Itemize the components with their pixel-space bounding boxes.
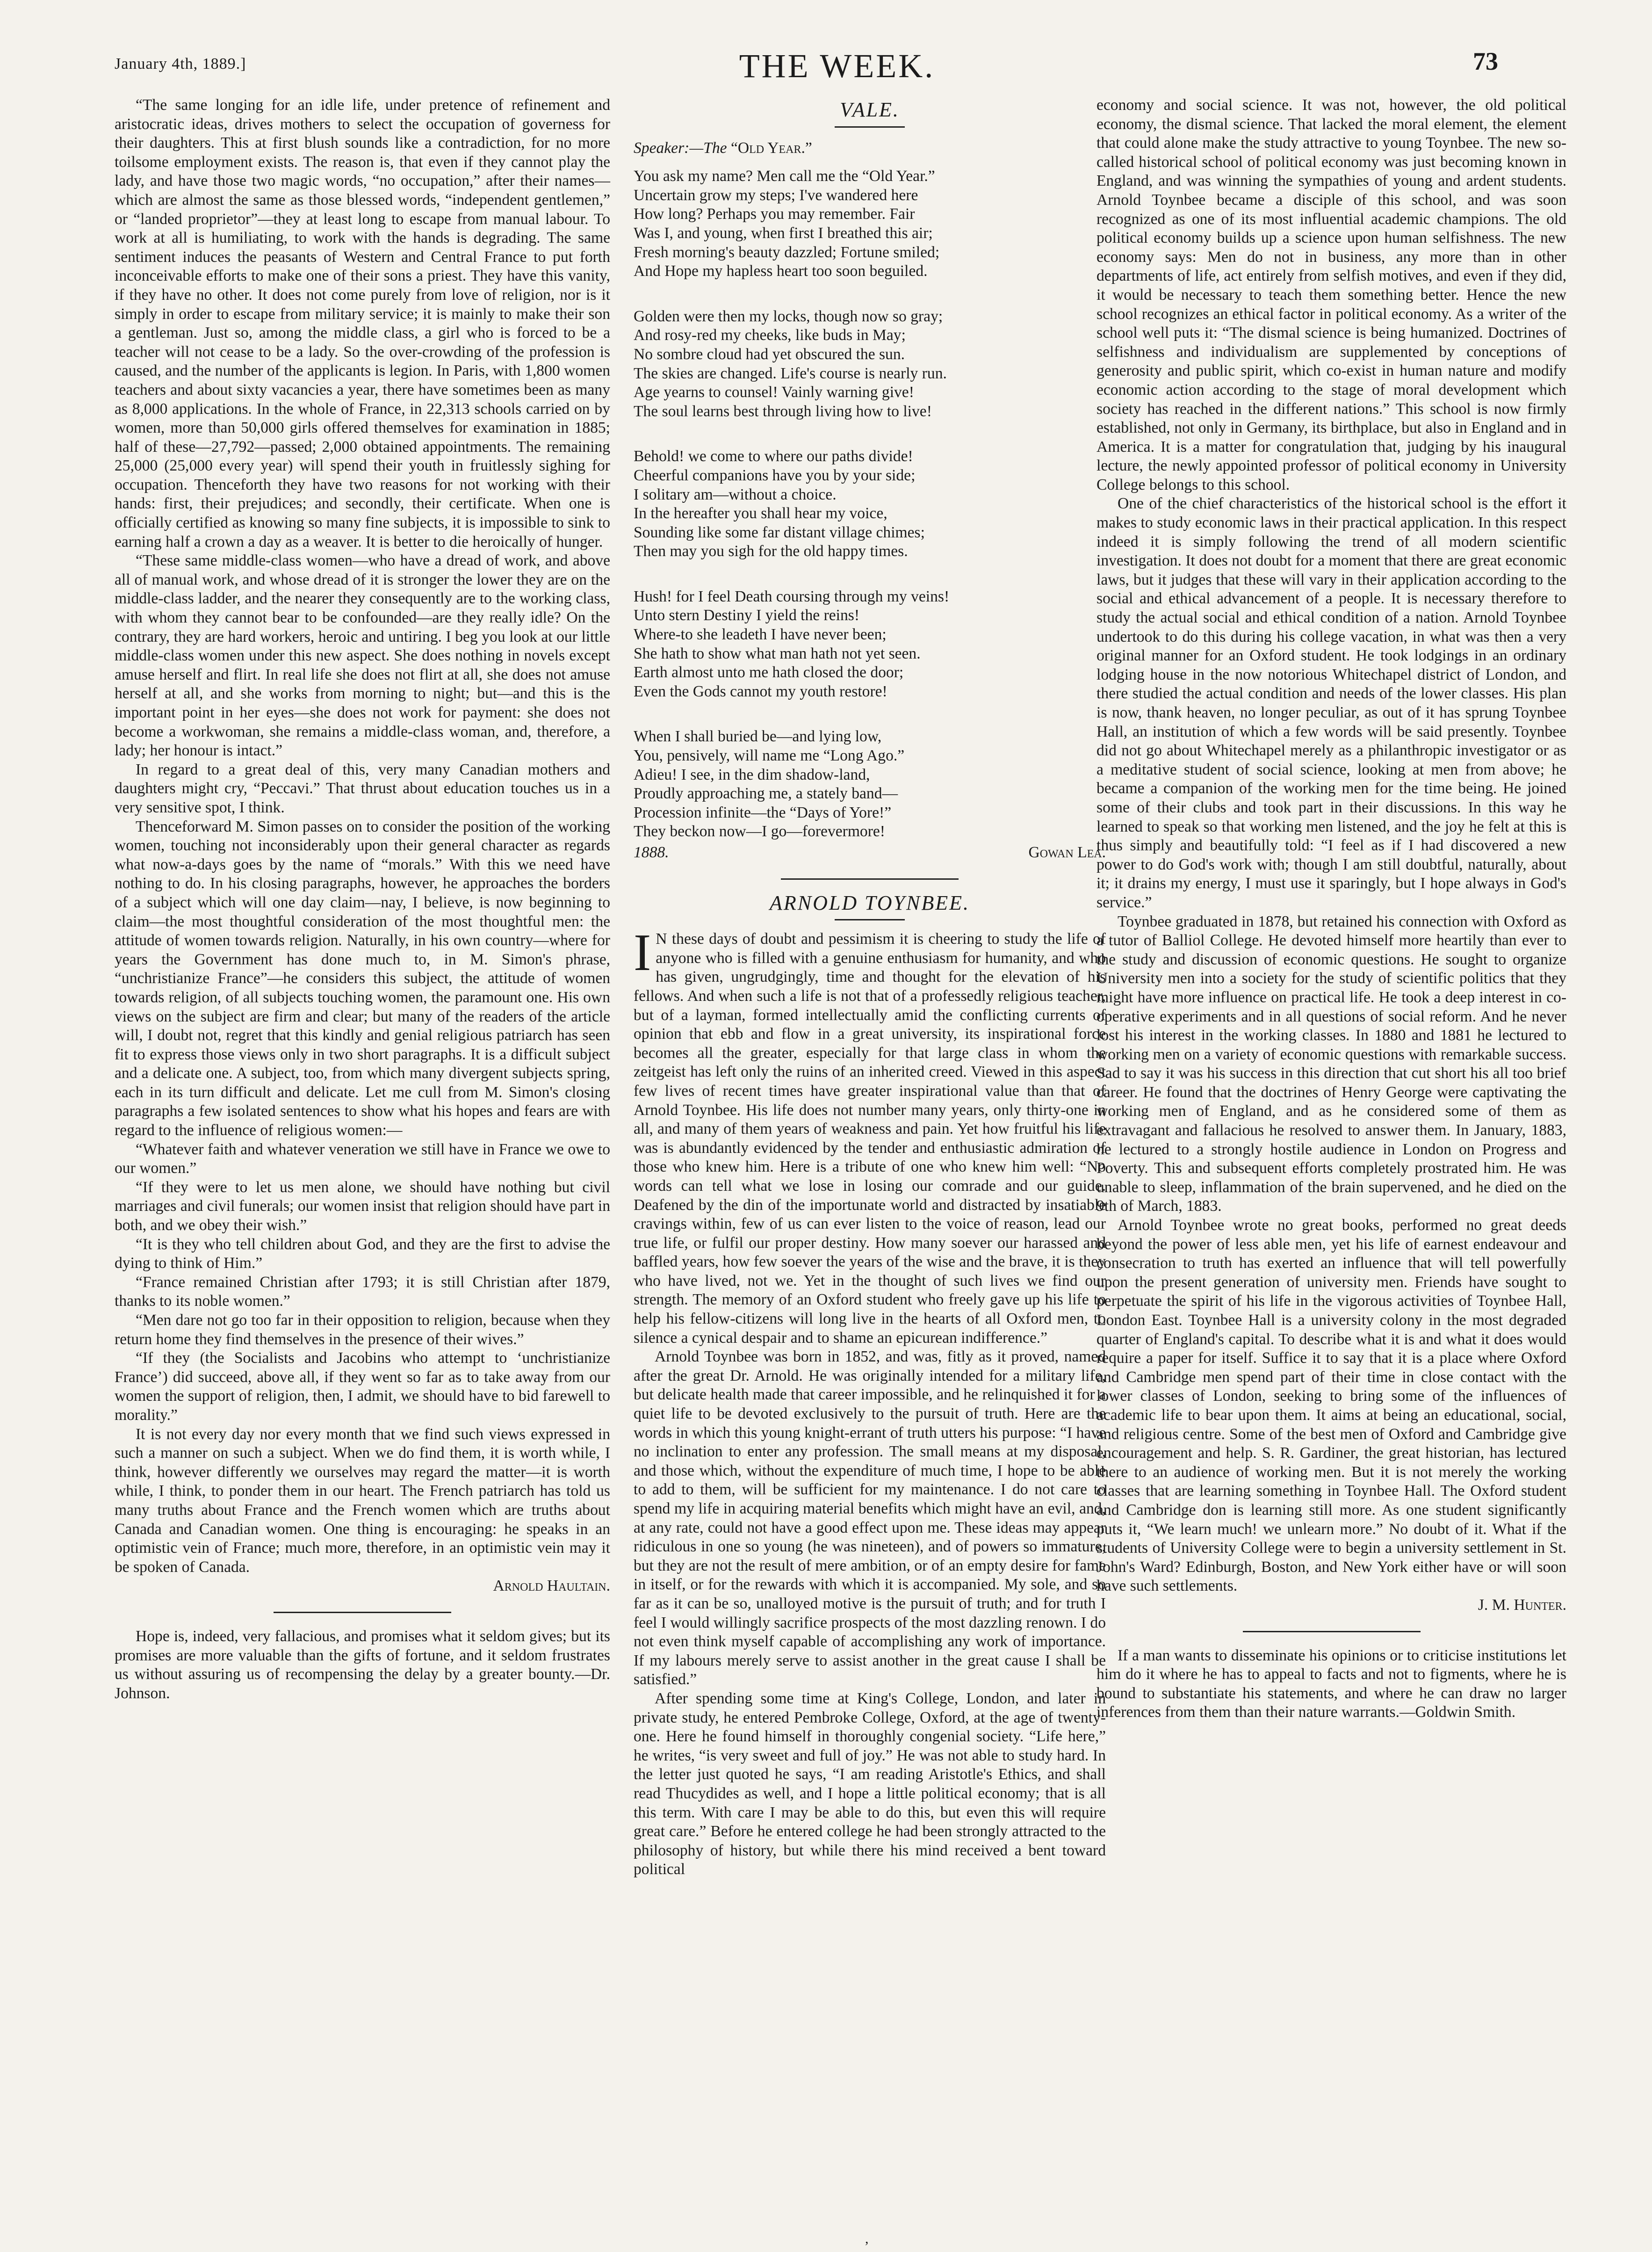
- poem-line: And Hope my hapless heart too soon beguiled.: [634, 262, 928, 280]
- poem-line: The soul learns best through living how to live!: [634, 402, 932, 420]
- poem-author: Gowan Lea.: [1028, 844, 1106, 861]
- poem-stanza: [634, 167, 1106, 281]
- article-title: ARNOLD TOYNBEE.: [769, 891, 970, 914]
- quoted-sentence: “It is they who tell children about God, and they are the first to advise the dying to think of Him.”: [115, 1235, 610, 1272]
- section-rule: [274, 1612, 451, 1613]
- quoted-sentence: “Men dare not go too far in their opposition to religion, because when they return home they find themselves in the presence of their wives.”: [115, 1311, 610, 1348]
- poem-line: And rosy-red my cheeks, like buds in May;: [634, 326, 906, 344]
- speaker-label: Speaker:—The: [634, 139, 731, 157]
- poem-stanza: [634, 307, 1106, 421]
- poem-line: The skies are changed. Life's course is nearly run.: [634, 364, 947, 382]
- poem-line: Earth almost unto me hath closed the door;: [634, 664, 904, 681]
- poem-year: 1888.: [634, 844, 669, 861]
- drop-cap: I: [634, 924, 651, 982]
- poem-speaker: [634, 139, 1106, 158]
- poem-line: You, pensively, will name me “Long Ago.”: [634, 747, 905, 765]
- poem-stanza: [634, 447, 1106, 561]
- article-paragraph: Toynbee graduated in 1878, but retained his connection with Oxford as a tutor of Balliol College. He devoted himself more heartily than ever to the study and discussion of economic questions. He sought to organize University men into a society for the study of scientific politics that they might have more influence on practical life. He took a deep interest in co-operative experiments and in all questions of social reform. And he never lost his interest in the working classes. In 1880 and 1881 he lectured to working men on a variety of economic questions with remarkable success. Sad to say it was his success in this direction that cut short his all too brief career. He found that the doctrines of Henry George were captivating the working men of England, and as he considered some of them as extravagant and fallacious he resolved to answer them. In January, 1883, he lectured to a strongly hostile audience in London on Progress and Poverty. This and subsequent efforts completely prostrated him. He was unable to sleep, inflammation of the brain supervened, and he died on the 9th of March, 1883.: [1097, 912, 1566, 1215]
- quoted-sentence: “France remained Christian after 1793; it is still Christian after 1879, thanks to its noble women.”: [115, 1273, 610, 1310]
- article-paragraph: economy and social science. It was not, however, the old political economy, the dismal science. That lacked the moral element, the element that could alone make the study attractive to young Toynbee. The new so-called historical school of political economy was just becoming known in England, and was winning the sympathies of young and ardent students. Arnold Toynbee became a disciple of this school, and was soon recognized as one of its most influential academic champions. The old political economy builds up a science upon human selfishness. The new economy says: Men do not in business, any more than in other departments of life, act entirely from selfish motives, and even if they did, it would be necessary to teach them something better. Hence the new school recognizes an ethical factor in political economy. As a writer of the school well puts it: “The dismal science is being humanized. Doctrines of selfishness and individualism are supplemented by conceptions of generosity and public spirit, which co-exist in human nature and modify economic action according to the stage of moral development which society has reached in the different nations.” This school is now firmly established, not only in Germany, its birthplace, but also in England and in America. It is a matter for congratulation that, judging by his inaugural lecture, the newly appointed professor of political economy in University College belongs to this school.: [1097, 96, 1566, 493]
- column-middle: [634, 98, 1106, 1879]
- poem-line: Even the Gods cannot my youth restore!: [634, 682, 887, 700]
- epigraph-quote: If a man wants to disseminate his opinions or to criticise institutions let him do it where he has to appeal to facts and not to figments, where he is bound to substantiate his statements, and where he can draw no larger inferences from them than their nature warrants.—Goldwin Smith.: [1097, 1646, 1566, 1721]
- title-rule: [835, 919, 905, 920]
- section-rule: [781, 878, 959, 880]
- issue-date: January 4th, 1889.]: [115, 55, 246, 72]
- column-left: [115, 96, 610, 1703]
- poem-line: Age yearns to counsel! Vainly warning give!: [634, 384, 914, 401]
- author-signature: Arnold Haultain.: [493, 1577, 610, 1595]
- article-paragraph: Arnold Toynbee wrote no great books, performed no great deeds beyond the power of less able men, yet his life of earnest endeavour and consecration to truth has exerted an influence that will tell powerfully upon the present generation of university men. Friends have sought to perpetuate the spirit of his life in the vigorous activities of Toynbee Hall, London East. Toynbee Hall is a university colony in the most degraded quarter of England's capital. To describe what it is and what it does would require a paper for itself. Suffice it to say that it is a place where Oxford and Cambridge men spend part of their time in close contact with the lower classes of London, seeking to bring some of the influences of academic life to bear upon them. It aims at being an educational, social, and religious centre. Some of the best men of Oxford and Cambridge give encouragement and help. S. R. Gardiner, the great historian, has lectured there to an audience of working men. But it is not merely the working classes that are learning something in Toynbee Hall. The Oxford student and Cambridge don is learning still more. As one student significantly puts it, “We learn much! we unlearn more.” No doubt of it. What if the students of University College were to begin a university settlement in St. John's Ward? Edinburgh, Boston, and New York either have or will soon have such settlements.: [1097, 1217, 1566, 1595]
- article-paragraph: “These same middle-class women—who have a dread of work, and above all of manual work, and whose dread of it is stronger the lower they are on the middle-class ladder, and the nearer they consequently are to the working class, with whom they cannot bear to be confounded—are they really idle? On the contrary, they are hard workers, heroic and untiring. I beg you look at our little middle-class women under this new aspect. She does nothing in novels except amuse herself and flirt. In real life she does not flirt at all, she does not amuse herself at all, and she works from morning to night; but—and this is the important point in her eyes—she does not work for payment: she does not become a workwoman, she remains a middle-class woman, and, therefore, a lady; her honour is intact.”: [115, 552, 610, 760]
- poem-line: Proudly approaching me, a stately band—: [634, 785, 898, 803]
- article-paragraph: [634, 924, 1106, 1347]
- poem-dateline: [634, 843, 1106, 862]
- poem-line: I solitary am—without a choice.: [634, 485, 837, 503]
- poem-line: Golden were then my locks, though now so gray;: [634, 307, 943, 325]
- poem-stanza: [634, 727, 1106, 841]
- poem-line: Was I, and young, when first I breathed this air;: [634, 224, 933, 242]
- poem-line: They beckon now—I go—forevermore!: [634, 823, 885, 840]
- poem-line: When I shall buried be—and lying low,: [634, 728, 882, 746]
- quoted-sentence: “Whatever faith and whatever veneration we still have in France we owe to our women.”: [115, 1140, 610, 1177]
- poem-line: Uncertain grow my steps; I've wandered here: [634, 186, 918, 204]
- title-rule: [835, 126, 905, 128]
- article-paragraph: Arnold Toynbee was born in 1852, and was, fitly as it proved, named after the great Dr. Arnold. He was originally intended for a military life, but delicate health made that career impossible, and he relinquished it for a quiet life to be devoted exclusively to the pursuit of truth. Here are the words in which this young knight-errant of truth utters his purpose: “I have no inclination to enter any profession. The small means at my disposal, and those which, without the expenditure of much time, I hope to be able to add to them, will be sufficient for my maintenance. I do not care to spend my life in acquiring material benefits which might have an evil, and, at any rate, could not have a good effect upon me. These ideas may appear ridiculous in one so young (he was nineteen), and of powers so immature, but they are not the result of mere ambition, or of an empty desire for fame in itself, or for the rewards with which it is accompanied. My sole, and so far as it can be so, unalloyed motive is the pursuit of truth; and for truth I feel I would willingly sacrifice prospects of the most dazzling renown. I do not even think myself capable of accomplishing any work of importance. If my labours merely serve to assist another in the great cause I shall be satisfied.”: [634, 1348, 1106, 1688]
- quoted-sentence: “If they (the Socialists and Jacobins who attempt to ‘unchristianize France’) did succeed, above all, if they went so far as to take away from our women the support of religion, then, I admit, we should have to bid farewell to morality.”: [115, 1349, 610, 1424]
- poem-line: Fresh morning's beauty dazzled; Fortune smiled;: [634, 243, 940, 261]
- masthead-title: THE WEEK.: [739, 47, 935, 85]
- poem-line: No sombre cloud had yet obscured the sun.: [634, 345, 905, 363]
- article-paragraph: “The same longing for an idle life, under pretence of refinement and aristocratic ideas, drives mothers to select the occupation of governess for their daughters. This at first blush sounds like a contradiction, for no more toilsome employment exists. The reason is, that even if they cannot play the lady, and have those two magic words, “no occupation,” after their names—which are almost the same as those blessed words, “independent gentlemen,” or “landed proprietor”—they at least long to escape from manual labour. To work at all is humiliating, to work with the hands is degrading. The same sentiment induces the peasants of Western and Central France to put forth inconceivable efforts to make one of their sons a priest. They have this vanity, if they have no other. It does not come purely from love of religion, nor is it simply in order to escape from military service; it is mainly to make their son a gentleman. Just so, among the middle class, a girl who is forced to be a teacher will not cease to be a lady. So the over-crowding of the profession is caused, and the number of the applicants is legion. In Paris, with 1,800 women teachers and about sixty vacancies a year, there have sometimes been as many as 8,000 applications. In the whole of France, in 22,313 schools carried on by women, more than 50,000 girls offered themselves for examination in 1885; half of these—27,792—passed; 2,000 obtained appointments. The remaining 25,000 (25,000 every year) will spend their youth in fruitlessly sighing for occupation. Thenceforth they have two reasons for not working with their hands: first, their prejudices; and secondly, their certificate. When one is officially certified as knowing so many fine subjects, it is impossible to sink to earning half a crown a day as a weaver. It is better to die heroically of hunger.: [115, 96, 610, 550]
- poem-line: Procession infinite—the “Days of Yore!”: [634, 804, 892, 821]
- article-paragraph-text: N these days of doubt and pessimism it is cheering to study the life of anyone who is filled with a genuine enthusiasm for humanity, and who has given, ungrudgingly, time and thought for the elevation of his fellows. And when such a life is not that of a professedly religious teacher, but of a layman, formed intellectually amid the conflicting currents of opinion that ebb and flow in a great university, its inspirational force becomes all the greater, especially for that large class in whom the zeitgeist has left only the ruins of an inherited creed. Viewed in this aspect few lives of recent times have greater inspirational value than that of Arnold Toynbee. His life does not number many years, only thirty-one in all, and many of them years of weakness and pain. Yet how fruitful his life was is abundantly evidenced by the tender and enthusiastic admiration of those who knew him. Here is a tribute of one who knew him well: “No words can tell what we lose in losing our comrade and our guide. Deafened by the din of the importunate world and distracted by insatiable cravings within, few of us can ever listen to the voice of reason, lead our true life, or fulfil our proper destiny. How many soever our harassed and baffled years, how few soever the years of the wise and the brave, it is they who have lived, not we. Yet in the thought of such lives we find our strength. The memory of an Oxford student who freely gave up his life to help his fellow-citizens will long live in the hearts of all Oxford men, to silence a cynical despair and to shame an epicurean indifference.”: [634, 930, 1106, 1347]
- print-mark: ,: [865, 2231, 869, 2246]
- page-number: 73: [1473, 47, 1498, 75]
- poem-line: Adieu! I see, in the dim shadow-land,: [634, 766, 870, 783]
- poem-title: VALE.: [840, 98, 900, 121]
- poem-line: How long? Perhaps you may remember. Fair: [634, 205, 915, 223]
- column-right: [1097, 96, 1566, 1722]
- poem-line: Cheerful companions have you by your side;: [634, 466, 916, 484]
- epigraph-quote: Hope is, indeed, very fallacious, and promises what it seldom gives; but its promises are more valuable than the gifts of fortune, and it seldom frustrates us without assuring us of recompensing the delay by a greater bounty.—Dr. Johnson.: [115, 1627, 610, 1702]
- poem-line: Behold! we come to where our paths divide!: [634, 448, 913, 465]
- article-paragraph: Thenceforward M. Simon passes on to consider the position of the working women, touching not inconsiderably upon their general character as regards what now-a-days goes by the name of “morals.” With this we need have nothing to do. In his closing paragraphs, however, he approaches the borders of a subject which will one day claim—nay, I believe, is now beginning to claim—the most thoughtful consideration of the most thoughtful men: the attitude of women towards religion. Naturally, in his own country—where for years the Government has done much to, in M. Simon's phrase, “unchristianize France”—he considers this subject, the attitude of women towards religion, of all subjects touching women, the paramount one. His own views on the subject are firm and clear; but many of the readers of the article will, I doubt not, regret that this kindly and genial religious patriarch has seen fit to express those views only in two short paragraphs. It is a difficult subject and a delicate one. A subject, too, from which many divergent subjects spring, each in its turn difficult and delicate. Let me cull from M. Simon's closing paragraphs a few isolated sentences to show what his hopes and fears are with regard to the influence of religious women:—: [115, 818, 610, 1139]
- poem-line: Sounding like some far distant village chimes;: [634, 523, 925, 541]
- poem-line: In the hereafter you shall hear my voice,: [634, 505, 887, 522]
- article-paragraph: It is not every day nor every month that we find such views expressed in such a manner on such a subject. When we do find them, it is worth while, I think, however differently we ourselves may regard the matter—it is worth while, I think, to ponder them in our heart. The French patriarch has told us many truths about France and the French women which are truths about Canada and Canadian women. One thing is encouraging: he speaks in an optimistic vein of France; much more, therefore, in an optimistic vein may it be spoken of Canada.: [115, 1425, 610, 1576]
- quoted-sentence: “If they were to let us men alone, we should have nothing but civil marriages and civil funerals; our women insist that religion should have part in both, and we obey their wish.”: [115, 1178, 610, 1234]
- article-paragraph: One of the chief characteristics of the historical school is the effort it makes to study economic laws in their practical application. In this respect indeed it is simply following the trend of all modern scientific investigation. It does not doubt for a moment that there are great economic laws, but it judges that these will vary in their application according to the social and ethical advancement of a people. It is necessary therefore to study the actual social and ethical condition of a nation. Arnold Toynbee undertook to do this during his college vacation, in what was then a very original manner for an Oxford student. He took lodgings in an ordinary lodging house in the now notorious Whitechapel district of London, and there studied the actual condition and needs of the lower classes. His plan is now, thank heaven, no longer peculiar, as out of it has sprung Toynbee Hall, an institution of which a few words will be said presently. Toynbee did not go about Whitechapel merely as a philanthropic investigator or as a meditative student of social science, looking at men from above; he became a companion of the working men for the time being. He joined some of their clubs and took part in their discussions. In this way he learned to speak so that working men listened, and the joy he felt at this is thus simply and beautifully told: “I feel as if I had discovered a new power to do God's work with; though I am still doubtful, naturally, about it; it drains my energy, I must use it sparingly, but I hope always in God's service.”: [1097, 495, 1566, 911]
- poem-line: Unto stern Destiny I yield the reins!: [634, 607, 860, 624]
- poem-line: She hath to show what man hath not yet seen.: [634, 644, 921, 662]
- article-paragraph: In regard to a great deal of this, very many Canadian mothers and daughters might cry, “Peccavi.” That thrust about education touches us in a very sensitive spot, I think.: [115, 760, 610, 816]
- speaker-name: “Old Year.”: [730, 139, 812, 157]
- poem-stanza: [634, 587, 1106, 702]
- poem-line: Hush! for I feel Death coursing through my veins!: [634, 587, 950, 605]
- poem-line: Then may you sigh for the old happy times.: [634, 543, 908, 560]
- poem-line: You ask my name? Men call me the “Old Year.”: [634, 167, 935, 185]
- article-paragraph: After spending some time at King's College, London, and later in private study, he entered Pembroke College, Oxford, at the age of twenty-one. Here he found himself in thoroughly congenial society. “Life here,” he writes, “is very sweet and full of joy.” He was not able to study hard. In the letter just quoted he says, “I am reading Aristotle's Ethics, and shall read Thucydides as well, and I hope a little political economy; that is all this term. With care I may be able to do this, but even this will require great care.” Before he entered college he had been strongly attracted to the philosophy of history, but while there his mind received a bent toward political: [634, 1689, 1106, 1878]
- author-signature: J. M. Hunter.: [1478, 1596, 1566, 1614]
- section-rule: [1243, 1631, 1421, 1632]
- poem-line: Where-to she leadeth I have never been;: [634, 626, 887, 644]
